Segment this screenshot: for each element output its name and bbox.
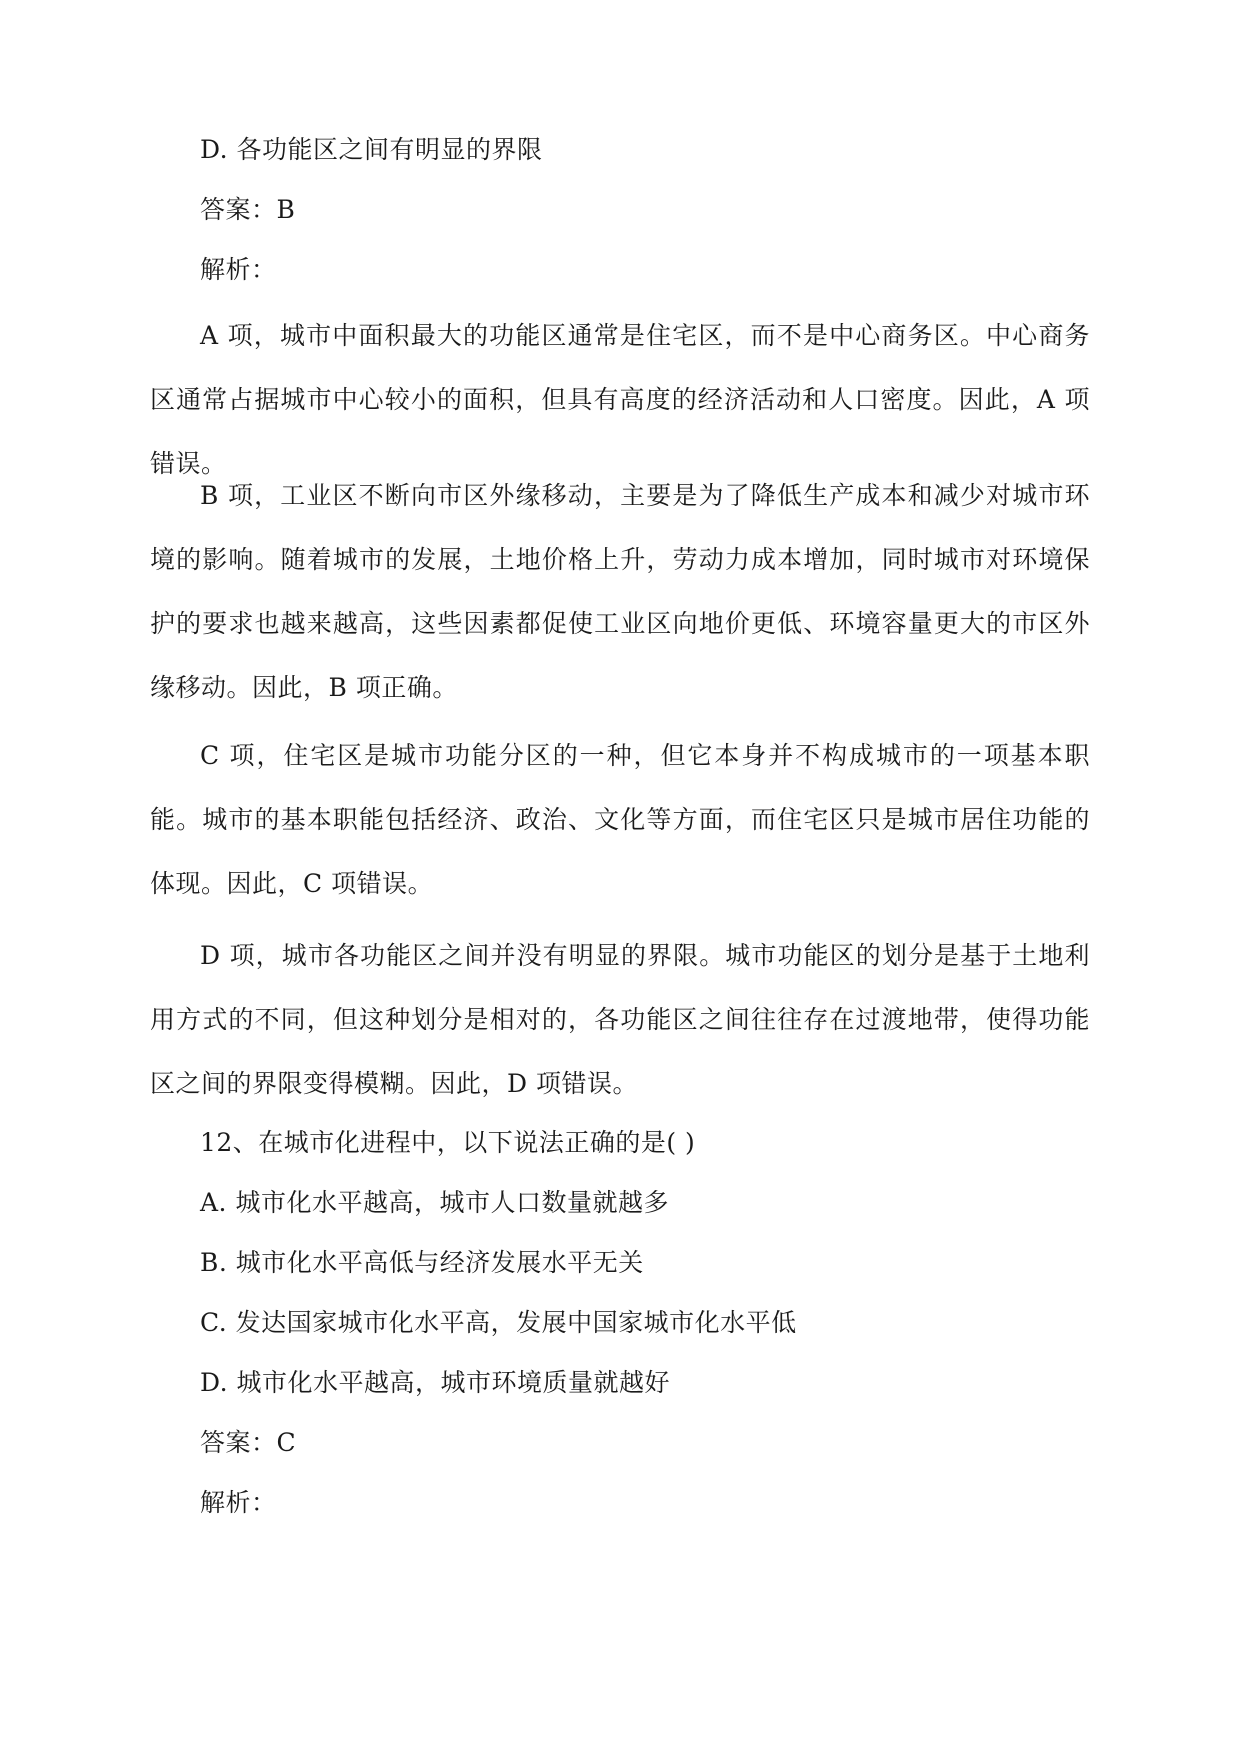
q11-option-d: D. 各功能区之间有明显的界限 (200, 135, 543, 164)
q11-analysis-b: B 项，工业区不断向市区外缘移动，主要是为了降低生产成本和减少对城市环境的影响。随着城市的发展，土地价格上升，劳动力成本增加，同时城市对环境保护的要求也越来越高，这些因素都促使工业区向地价更低、环境容量更大的市区外缘移动。因此，B 项正确。 (150, 481, 1090, 702)
q12-option-d: D. 城市化水平越高，城市环境质量就越好 (200, 1368, 671, 1397)
q11-answer: 答案：B (200, 195, 296, 224)
q12-question: 12、在城市化进程中，以下说法正确的是( ) (200, 1128, 696, 1157)
q12-answer: 答案：C (200, 1428, 297, 1457)
q12-option-a: A. 城市化水平越高，城市人口数量就越多 (200, 1188, 669, 1217)
q11-analysis-d: D 项，城市各功能区之间并没有明显的界限。城市功能区的划分是基于土地利用方式的不同，但这种划分是相对的，各功能区之间往往存在过渡地带，使得功能区之间的界限变得模糊。因此，D 项错误。 (150, 941, 1090, 1098)
q12-option-b: B. 城市化水平高低与经济发展水平无关 (200, 1248, 644, 1277)
q11-analysis-label: 解析： (200, 255, 277, 284)
q11-analysis-c: C 项，住宅区是城市功能分区的一种，但它本身并不构成城市的一项基本职能。城市的基本职能包括经济、政治、文化等方面，而住宅区只是城市居住功能的体现。因此，C 项错误。 (150, 741, 1090, 898)
q12-option-c: C. 发达国家城市化水平高，发展中国家城市化水平低 (200, 1308, 797, 1337)
q11-analysis-a: A 项，城市中面积最大的功能区通常是住宅区，而不是中心商务区。中心商务区通常占据城市中心较小的面积，但具有高度的经济活动和人口密度。因此，A 项错误。 (150, 321, 1090, 478)
q12-analysis-label: 解析： (200, 1488, 277, 1517)
